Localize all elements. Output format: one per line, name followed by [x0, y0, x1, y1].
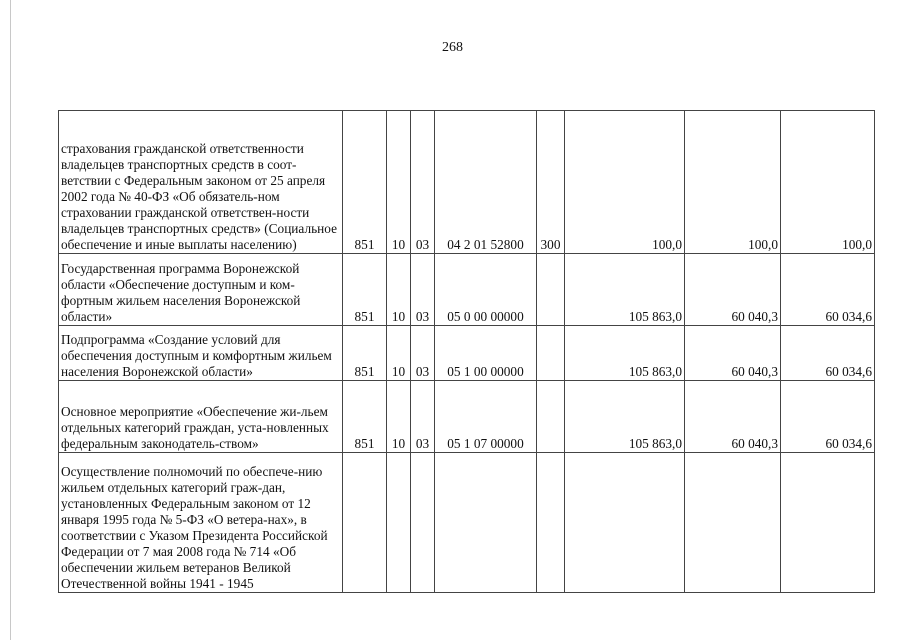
- ministry-code: 851: [343, 111, 387, 254]
- target-article-code: 04 2 01 52800: [435, 111, 537, 254]
- section-code: 10: [387, 381, 411, 453]
- target-article-code: 05 1 07 00000: [435, 381, 537, 453]
- amount-2020: 60 040,3: [685, 381, 781, 453]
- amount-2021: [781, 453, 875, 593]
- amount-2020: 60 040,3: [685, 254, 781, 326]
- subsection-code: 03: [411, 381, 435, 453]
- table-row: [59, 453, 875, 593]
- section-code: 10: [387, 254, 411, 326]
- amount-2019: 105 863,0: [565, 254, 685, 326]
- budget-table: [58, 110, 875, 593]
- subsection-code: 03: [411, 326, 435, 381]
- amount-2021: 60 034,6: [781, 326, 875, 381]
- row-name: Основное мероприятие «Обеспечение жи-льем отдельных категорий граждан, уста-новленных федеральным законодатель-ством»: [59, 381, 343, 453]
- target-article-code: [435, 453, 537, 593]
- ministry-code: 851: [343, 326, 387, 381]
- amount-2021: 100,0: [781, 111, 875, 254]
- row-name: Подпрограмма «Создание условий для обеспечения доступным и комфортным жильем населения Воронежской области»: [59, 326, 343, 381]
- amount-2019: 100,0: [565, 111, 685, 254]
- subsection-code: 03: [411, 111, 435, 254]
- target-article-code: 05 1 00 00000: [435, 326, 537, 381]
- table-row: [59, 254, 875, 326]
- section-code: 10: [387, 326, 411, 381]
- amount-2019: [565, 453, 685, 593]
- page-number: 268: [442, 40, 463, 55]
- table-row: [59, 111, 875, 254]
- expense-type-code: [537, 453, 565, 593]
- amount-2021: 60 034,6: [781, 254, 875, 326]
- ministry-code: 851: [343, 254, 387, 326]
- ministry-code: 851: [343, 381, 387, 453]
- amount-2021: 60 034,6: [781, 381, 875, 453]
- expense-type-code: 300: [537, 111, 565, 254]
- amount-2020: 60 040,3: [685, 326, 781, 381]
- row-name: Государственная программа Воронежской области «Обеспечение доступным и ком-фортным жильем населения Воронежской области»: [59, 254, 343, 326]
- row-name: Осуществление полномочий по обеспече-нию жильем отдельных категорий граж-дан, установленных Федеральным законом от 12 января 1995 года № 5-ФЗ «О ветера-нах», в соответствии с Указом Президента Российской Федерации от 7 мая 2008 года № 714 «Об обеспечении жильем ветеранов Великой Отечественной войны 1941 - 1945: [59, 453, 343, 593]
- page-edge-line: [10, 0, 11, 640]
- subsection-code: 03: [411, 254, 435, 326]
- ministry-code: [343, 453, 387, 593]
- section-code: [387, 453, 411, 593]
- expense-type-code: [537, 254, 565, 326]
- table-row: [59, 326, 875, 381]
- row-name: страхования гражданской ответственности владельцев транспортных средств в соот-ветствии с Федеральным законом от 25 апреля 2002 года № 40-ФЗ «Об обязатель-ном страховании гражданской ответствен-ности владельцев транспортных средств» (Социальное обеспечение и иные выплаты населению): [59, 111, 343, 254]
- section-code: 10: [387, 111, 411, 254]
- subsection-code: [411, 453, 435, 593]
- target-article-code: 05 0 00 00000: [435, 254, 537, 326]
- amount-2019: 105 863,0: [565, 326, 685, 381]
- table-row: [59, 381, 875, 453]
- expense-type-code: [537, 326, 565, 381]
- expense-type-code: [537, 381, 565, 453]
- amount-2019: 105 863,0: [565, 381, 685, 453]
- amount-2020: [685, 453, 781, 593]
- amount-2020: 100,0: [685, 111, 781, 254]
